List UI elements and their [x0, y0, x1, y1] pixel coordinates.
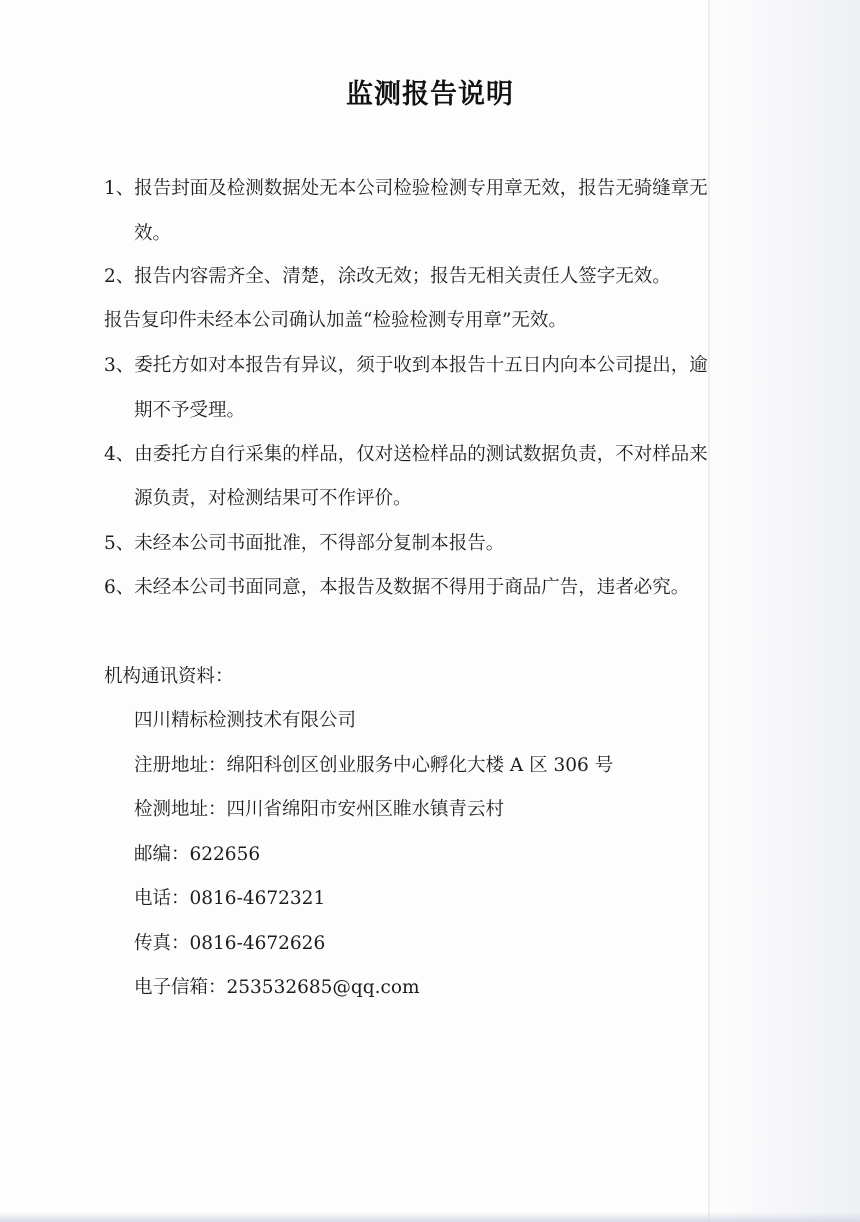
- scan-shadow: [708, 0, 860, 1222]
- contact-heading: 机构通讯资料：: [104, 666, 234, 687]
- note-6: 6、未经本公司书面同意，本报告及数据不得用于商品广告，违者必究。: [104, 577, 690, 598]
- document-title: 监测报告说明: [346, 79, 514, 110]
- page-bottom-edge: [0, 1212, 860, 1222]
- note-1-line-1: 1、报告封面及检测数据处无本公司检验检测专用章无效，报告无骑缝章无: [104, 178, 708, 199]
- contact-postcode: 邮编：622656: [134, 844, 261, 865]
- note-3-line-2: 期不予受理。: [134, 400, 246, 421]
- note-2-line-2: 报告复印件未经本公司确认加盖“检验检测专用章”无效。: [104, 310, 567, 331]
- note-4-line-2: 源负责，对检测结果可不作评价。: [134, 488, 412, 509]
- contact-phone: 电话：0816-4672321: [134, 888, 326, 909]
- contact-fax: 传真：0816-4672626: [134, 933, 326, 954]
- note-2-line-1: 2、报告内容需齐全、清楚，涂改无效；报告无相关责任人签字无效。: [104, 266, 671, 287]
- note-3-line-1: 3、委托方如对本报告有异议，须于收到本报告十五日内向本公司提出，逾: [104, 355, 708, 376]
- note-4-line-1: 4、由委托方自行采集的样品，仅对送检样品的测试数据负责，不对样品来: [104, 444, 708, 465]
- page-crease: [708, 0, 710, 1222]
- contact-test-address: 检测地址：四川省绵阳市安州区睢水镇青云村: [134, 799, 505, 820]
- note-5: 5、未经本公司书面批准，不得部分复制本报告。: [104, 533, 505, 554]
- note-1-line-2: 效。: [134, 223, 172, 244]
- contact-company: 四川精标检测技术有限公司: [134, 710, 357, 731]
- contact-email: 电子信箱：253532685@qq.com: [134, 977, 420, 998]
- contact-registered-address: 注册地址：绵阳科创区创业服务中心孵化大楼 A 区 306 号: [134, 755, 614, 776]
